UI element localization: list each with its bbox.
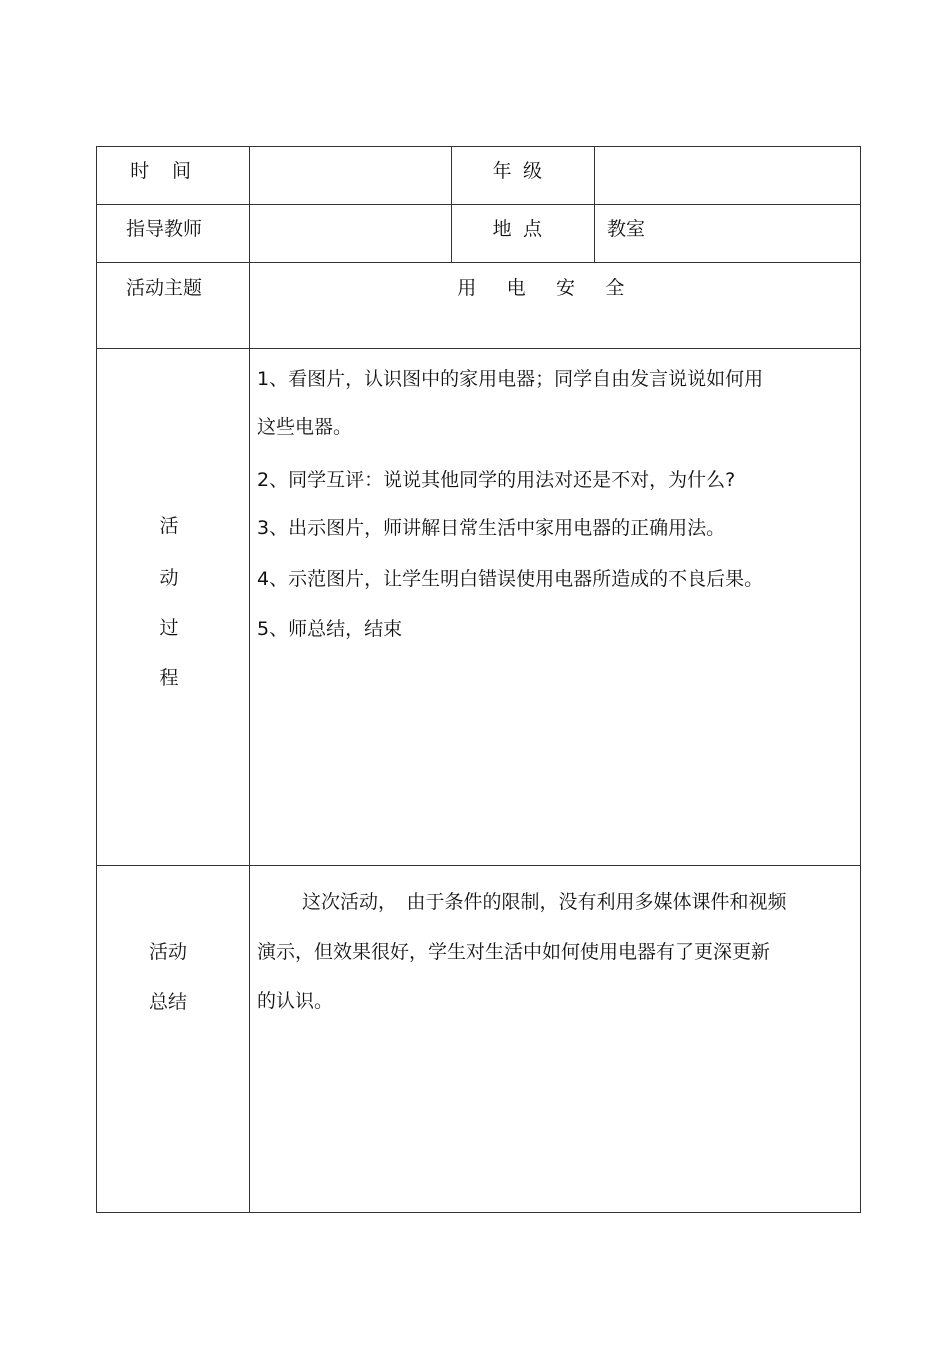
table-border-left: [96, 146, 97, 1213]
grade-label: 年级: [492, 160, 554, 182]
process-line: 4、示范图片，让学生明白错误使用电器所造成的不良后果。: [257, 568, 764, 590]
row-divider-4: [96, 865, 861, 866]
summary-line: 演示，但效果很好，学生对生活中如何使用电器有了更深更新: [257, 941, 771, 963]
theme-label: 活动主题: [125, 277, 203, 299]
middle-column-divider: [451, 146, 452, 262]
summary-label-line: 总结: [148, 991, 188, 1013]
row-divider-1: [96, 204, 861, 205]
table-border-top: [96, 146, 861, 147]
time-label: 时间: [130, 160, 214, 182]
theme-value: 用电安全: [457, 277, 655, 299]
summary-line: 这次活动， 由于条件的限制，没有利用多媒体课件和视频: [302, 891, 787, 913]
process-line: 3、出示图片，师讲解日常生活中家用电器的正确用法。: [257, 517, 726, 539]
right-column-divider: [594, 146, 595, 262]
process-line: 1、看图片，认识图中的家用电器；同学自由发言说说如何用: [257, 368, 764, 390]
process-label-char: 活: [159, 515, 179, 537]
teacher-label: 指导教师: [125, 218, 203, 240]
process-line: 2、同学互评：说说其他同学的用法对还是不对，为什么?: [257, 469, 736, 491]
process-line: 5、师总结，结束: [257, 618, 403, 640]
process-label-char: 过: [159, 617, 179, 639]
activity-record-table: [96, 146, 861, 1213]
row-divider-3: [96, 348, 861, 349]
table-border-right: [860, 146, 861, 1213]
label-column-divider: [249, 146, 250, 1213]
process-label-char: 动: [159, 567, 179, 589]
summary-line: 的认识。: [257, 990, 334, 1012]
row-divider-2: [96, 262, 861, 263]
process-label-char: 程: [159, 667, 179, 689]
location-value: 教室: [607, 218, 646, 240]
table-border-bottom: [96, 1212, 861, 1213]
process-line: 这些电器。: [257, 416, 353, 438]
location-label: 地点: [492, 218, 554, 240]
summary-label-line: 活动: [148, 941, 188, 963]
